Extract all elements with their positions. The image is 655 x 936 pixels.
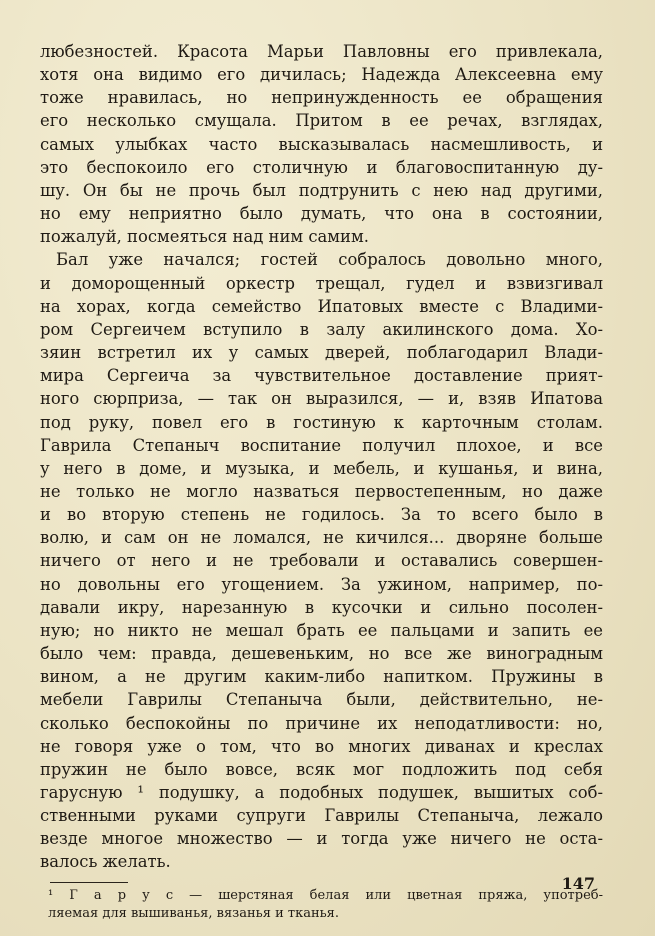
text-line: тоже нравилась, но непринужденность ее обращения <box>40 88 603 108</box>
text-line: ничего от него и не требовали и оставались совершен- <box>40 551 603 571</box>
text-line: хотя она видимо его дичилась; Надежда Алексеевна ему <box>40 65 603 85</box>
text-line: не только не могло назваться первостепенным, но даже <box>40 481 603 501</box>
text-line: гарусную ¹ подушку, а подобных подушек, вышитых соб- <box>40 783 603 802</box>
text-line: Гаврила Степаныч воспитание получил плохое, и все <box>40 435 603 455</box>
text-line: мира Сергеича за чувствительное доставление прият- <box>40 366 603 386</box>
page-number: 147 <box>561 874 595 893</box>
text-line: ром Сергеичем вступило в залу акилинского дома. Хо- <box>40 319 603 339</box>
text-line: валось желать. <box>40 852 171 872</box>
text-line: пожалуй, посмеяться над ним самим. <box>40 227 369 247</box>
text-line: любезностей. Красота Марьи Павловны его привлекала, <box>40 42 603 61</box>
text-line: вином, а не другим каким-либо напитком. Пружины в <box>40 667 603 687</box>
footnote-line: ¹ Г а р у с — шерстяная белая или цветная пряжа, употреб- <box>48 887 603 903</box>
text-line: но довольны его угощением. За ужином, например, по- <box>40 574 603 594</box>
text-line: мебели Гаврилы Степаныча были, действительно, не- <box>40 690 603 710</box>
text-line: и во вторую степень не годилось. За то всего было в <box>40 505 603 525</box>
text-line: на хорах, когда семейство Ипатовых вместе с Владими- <box>40 296 603 316</box>
text-line: не говоря уже о том, что во многих диванах и креслах <box>40 736 603 756</box>
text-line: пружин не было вовсе, всяк мог подложить под себя <box>40 759 603 779</box>
text-line: сколько беспокойны по причине их неподатливости: но, <box>40 713 603 733</box>
text-line: самых улыбках часто высказывалась насмешливость, и <box>40 134 603 154</box>
footnote-divider <box>50 882 128 883</box>
text-line: но ему неприятно было думать, что она в состоянии, <box>40 204 603 224</box>
text-line: волю, и сам он не ломался, не кичился... дворяне больше <box>40 528 603 548</box>
text-line: давали икру, нарезанную в кусочки и сильно посолен- <box>40 597 603 617</box>
text-line: шу. Он бы не прочь был подтрунить с нею над другими, <box>40 180 603 200</box>
footnote-line: ляемая для вышиванья, вязанья и тканья. <box>48 905 340 921</box>
text-line: Бал уже начался; гостей собралось довольно много, <box>56 250 603 270</box>
text-line: и доморощенный оркестр трещал, гудел и взвизгивал <box>40 273 603 293</box>
text-line: зяин встретил их у самых дверей, поблагодарил Влади- <box>40 343 603 363</box>
text-line: это беспокоило его столичную и благовоспитанную ду- <box>40 157 603 177</box>
text-line: ную; но никто не мешал брать ее пальцами и запить ее <box>40 620 603 640</box>
text-line: его несколько смущала. Притом в ее речах, взглядах, <box>40 111 603 131</box>
text-line: под руку, повел его в гостиную к карточным столам. <box>40 412 603 432</box>
text-line: у него в доме, и музыка, и мебель, и кушанья, и вина, <box>40 458 603 478</box>
body-text <box>40 40 603 874</box>
text-line: везде многое множество — и тогда уже ничего не оста- <box>40 829 603 849</box>
text-line: ного сюрприза, — так он выразился, — и, взяв Ипатова <box>40 389 603 409</box>
text-line: было чем: правда, дешевеньким, но все же виноградным <box>40 644 603 664</box>
text-line: ственными руками супруги Гаврилы Степаныча, лежало <box>40 806 603 826</box>
footnote <box>40 887 603 923</box>
